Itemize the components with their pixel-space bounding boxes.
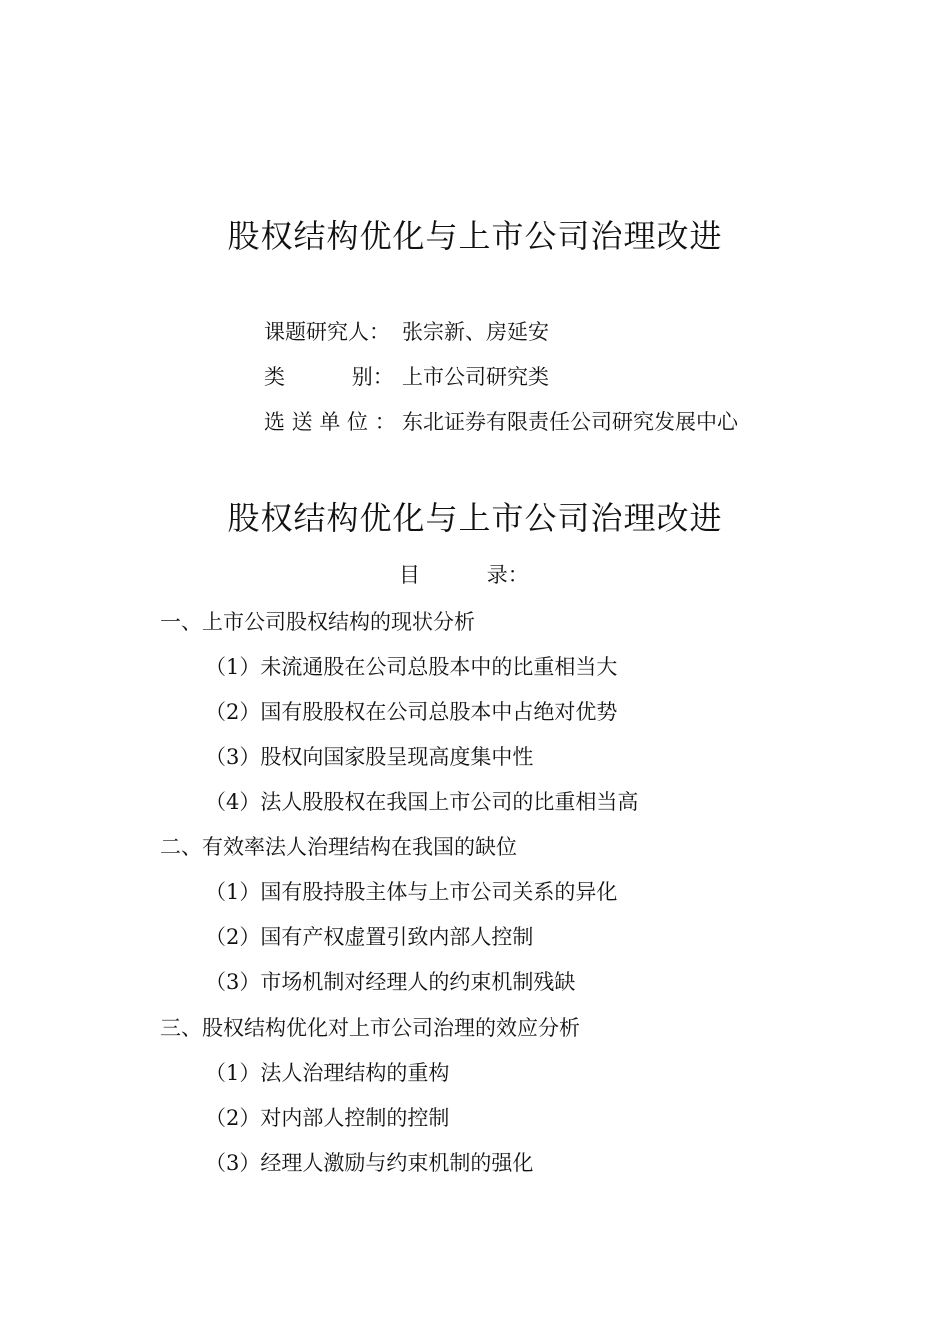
toc-item: （3）股权向国家股呈现高度集中性 (205, 745, 534, 769)
toc-item: （2）国有产权虚置引致内部人控制 (205, 925, 534, 949)
toc-section-3: 三、股权结构优化对上市公司治理的效应分析 (160, 1016, 580, 1040)
toc-section-2: 二、有效率法人治理结构在我国的缺位 (160, 835, 517, 859)
toc-item: （3）市场机制对经理人的约束机制残缺 (205, 970, 576, 994)
cover-title: 股权结构优化与上市公司治理改进 (227, 217, 723, 255)
researcher-label: 课题研究人： (264, 320, 390, 344)
category-label: 类 别： (264, 365, 394, 389)
toc-section-1: 一、上市公司股权结构的现状分析 (160, 610, 475, 634)
toc-item: （2）对内部人控制的控制 (205, 1106, 450, 1130)
unit-row (264, 406, 738, 436)
toc-item: （4）法人股股权在我国上市公司的比重相当高 (205, 790, 639, 814)
toc-item: （1）未流通股在公司总股本中的比重相当大 (205, 655, 618, 679)
toc-item: （1）法人治理结构的重构 (205, 1061, 450, 1085)
toc-heading: 目 录： (399, 563, 529, 587)
unit-value: 东北证券有限责任公司研究发展中心 (402, 410, 738, 434)
toc-item: （1）国有股持股主体与上市公司关系的异化 (205, 880, 618, 904)
category-row (264, 361, 549, 391)
researcher-value: 张宗新、房延安 (402, 320, 549, 344)
unit-label: 选 送 单 位 ： (264, 410, 396, 434)
toc-item: （2）国有股股权在公司总股本中占绝对优势 (205, 700, 618, 724)
researcher-row (264, 316, 549, 346)
toc-item: （3）经理人激励与约束机制的强化 (205, 1151, 534, 1175)
toc-title: 股权结构优化与上市公司治理改进 (227, 499, 723, 537)
category-value: 上市公司研究类 (402, 365, 549, 389)
